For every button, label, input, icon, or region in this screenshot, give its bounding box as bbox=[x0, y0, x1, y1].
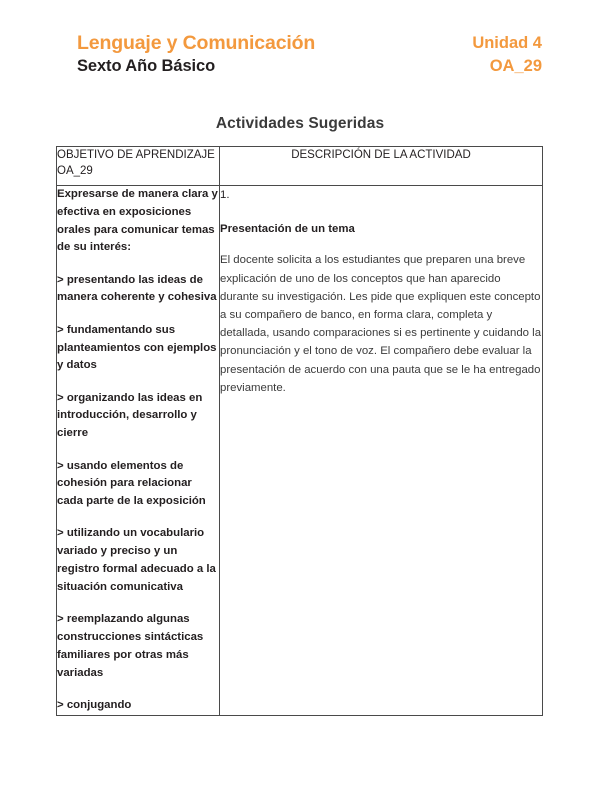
header-right-group bbox=[330, 32, 542, 77]
table-header-row bbox=[57, 147, 543, 186]
objective-bullet: > fundamentando sus planteamientos con ejemplos y datos bbox=[57, 323, 217, 372]
activity-body-text: El docente solicita a los estudiantes que preparen una breve explicación de uno de los conceptos que han aparecido durante su investigación. Les pide que expliquen este concepto a su compañero de banco, en forma clara, completa y detallada, usando comparaciones si es pertinente y cuidando la pronunciación y el tono de voz. El compañero debe evaluar la presentación de acuerdo con una pauta que se le ha entregado previamente. bbox=[220, 254, 542, 394]
grade-title: Sexto Año Básico bbox=[77, 57, 216, 75]
objective-cell bbox=[57, 186, 220, 716]
description-cell bbox=[220, 186, 543, 716]
subject-title: Lenguaje y Comunicación bbox=[77, 32, 316, 54]
column-header-description: DESCRIPCIÓN DE LA ACTIVIDAD bbox=[220, 147, 543, 186]
objective-bullet: > presentando las ideas de manera coherente y cohesiva bbox=[57, 273, 217, 304]
activity-number: 1. bbox=[220, 189, 230, 201]
activity-subtitle: Presentación de un tema bbox=[220, 223, 355, 236]
table-row bbox=[57, 186, 543, 716]
objective-bullet: > organizando las ideas en introducción, desarrollo y cierre bbox=[57, 391, 203, 440]
header-left-group bbox=[77, 32, 315, 77]
objective-intro: Expresarse de manera clara y efectiva en exposiciones orales para comunicar temas de su interés: bbox=[57, 188, 218, 254]
objective-bullet: > usando elementos de cohesión para relacionar cada parte de la exposición bbox=[57, 459, 206, 508]
unit-label: Unidad 4 bbox=[472, 34, 542, 52]
oa-code-label: OA_29 bbox=[489, 57, 542, 75]
document-header bbox=[0, 32, 600, 82]
column-header-objective: OBJETIVO DE APRENDIZAJE OA_29 bbox=[57, 147, 220, 186]
objective-bullet: > conjugando bbox=[57, 698, 132, 711]
activities-table bbox=[56, 146, 543, 716]
section-title: Actividades Sugeridas bbox=[215, 115, 385, 132]
objective-bullet: > reemplazando algunas construcciones sintácticas familiares por otras más variadas bbox=[57, 613, 204, 679]
objective-bullet: > utilizando un vocabulario variado y preciso y un registro formal adecuado a la situación comunicativa bbox=[57, 527, 216, 593]
